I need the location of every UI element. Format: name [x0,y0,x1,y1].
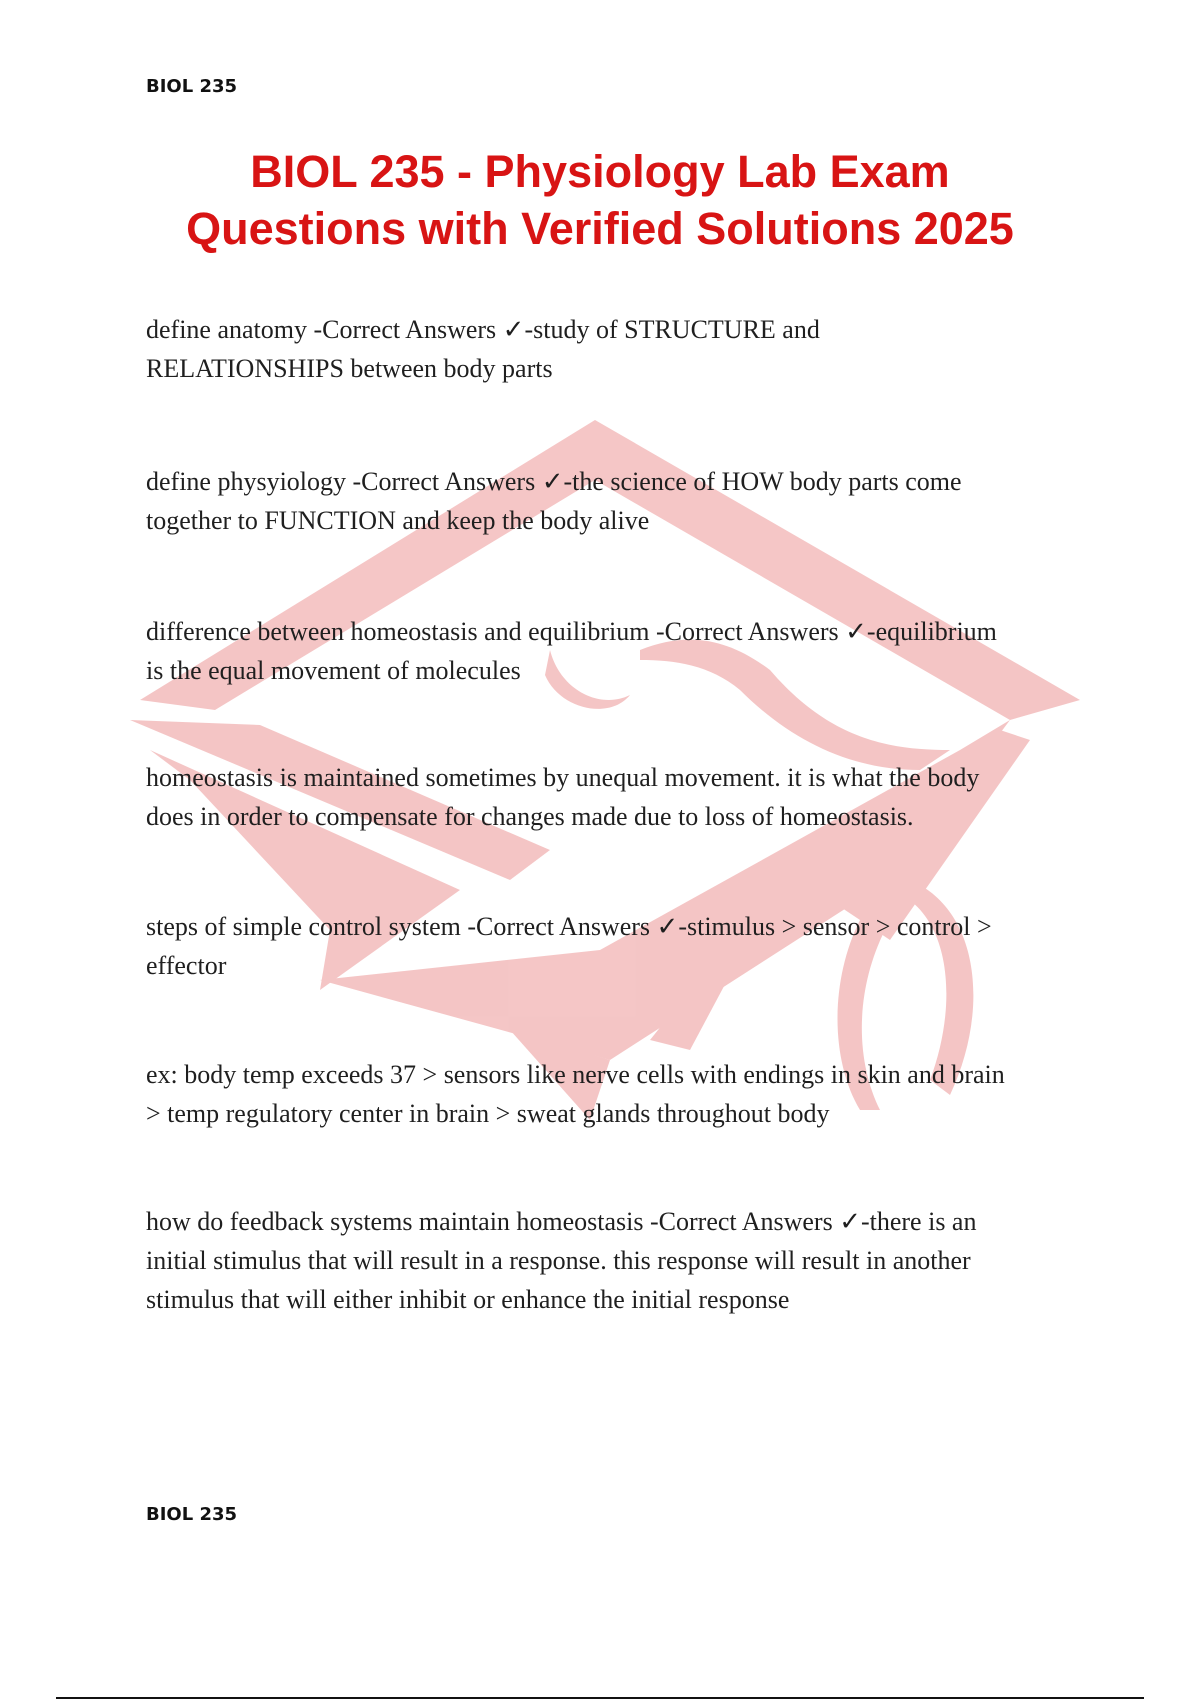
qa-entry-homeostasis-note [146,758,1086,836]
qa-line: difference between homeostasis and equilibrium -Correct Answers ✓-equilibrium [146,617,997,646]
qa-line: ex: body temp exceeds 37 > sensors like nerve cells with endings in skin and brain [146,1060,1005,1089]
page-header-label: BIOL 235 [146,76,238,97]
qa-entry-homeostasis-equilibrium [146,612,1086,690]
qa-line: does in order to compensate for changes made due to loss of homeostasis. [146,802,914,831]
qa-line: steps of simple control system -Correct Answers ✓-stimulus > sensor > control > [146,912,992,941]
page-footer-label: BIOL 235 [146,1504,238,1525]
qa-line: stimulus that will either inhibit or enhance the initial response [146,1285,790,1314]
qa-entry-feedback-systems [146,1202,1086,1319]
qa-line: effector [146,951,227,980]
page-bottom-divider [56,1697,1144,1699]
qa-line: is the equal movement of molecules [146,656,521,685]
page-title [100,143,1100,257]
qa-line: homeostasis is maintained sometimes by unequal movement. it is what the body [146,763,980,792]
qa-entry-control-system [146,907,1086,985]
qa-line: together to FUNCTION and keep the body alive [146,506,650,535]
qa-line: initial stimulus that will result in a response. this response will result in another [146,1246,971,1275]
qa-line: > temp regulatory center in brain > sweat glands throughout body [146,1099,830,1128]
qa-line: define physyiology -Correct Answers ✓-the science of HOW body parts come [146,467,962,496]
qa-entry-physiology [146,462,1086,540]
qa-entry-body-temp-example [146,1055,1086,1133]
qa-entry-anatomy [146,310,1086,388]
qa-line: RELATIONSHIPS between body parts [146,354,553,383]
qa-line: how do feedback systems maintain homeostasis -Correct Answers ✓-there is an [146,1207,977,1236]
title-line-2: Questions with Verified Solutions 2025 [186,203,1014,254]
qa-line: define anatomy -Correct Answers ✓-study of STRUCTURE and [146,315,820,344]
title-line-1: BIOL 235 - Physiology Lab Exam [250,146,950,197]
